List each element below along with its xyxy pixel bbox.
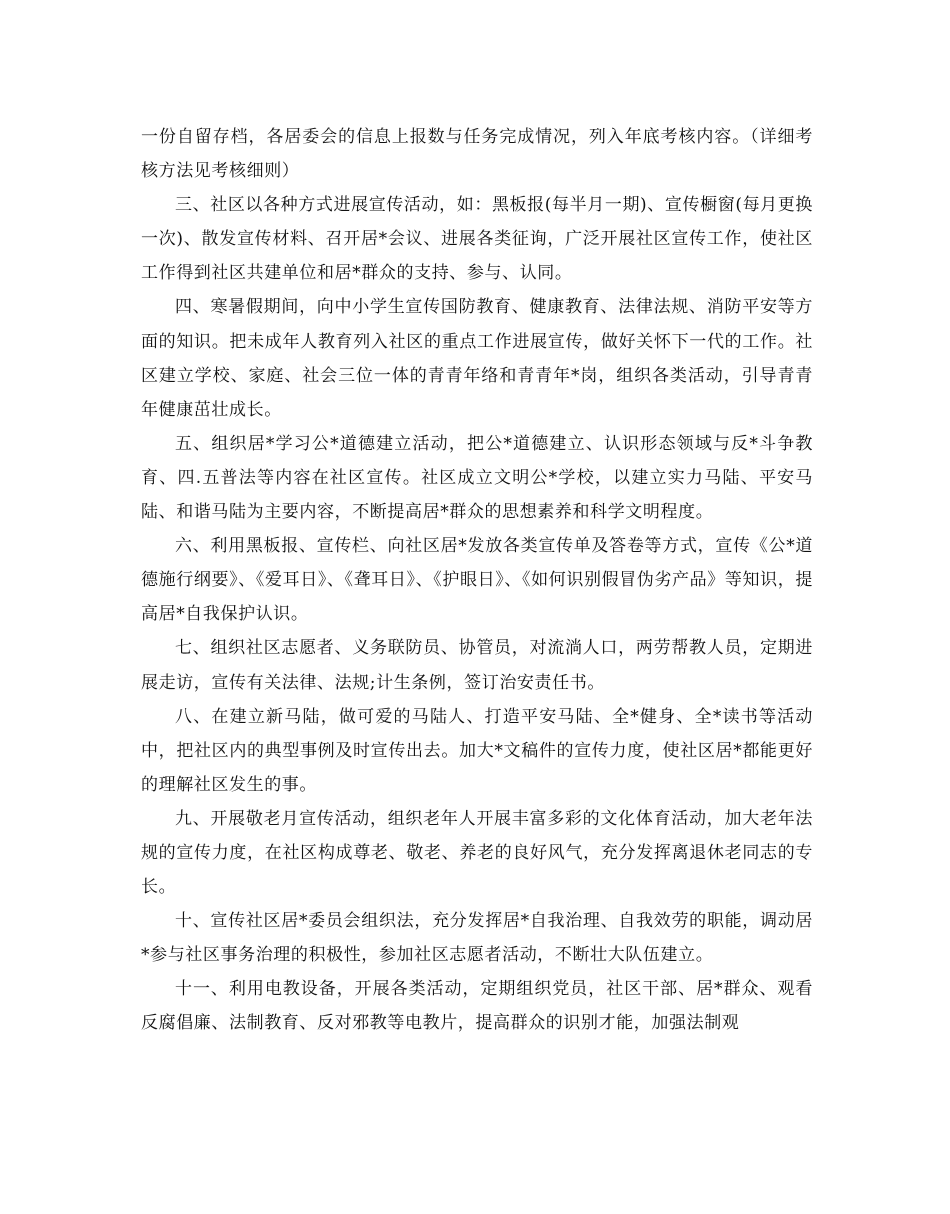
paragraph-continued: 一份自留存档，各居委会的信息上报数与任务完成情况，列入年底考核内容。（详细考核方法见考核细则） [141, 127, 813, 182]
paragraph-4: 四、寒暑假期间，向中小学生宣传国防教育、健康教育、法律法规、消防平安等方面的知识。把未成年人教育列入社区的重点工作进展宣传，做好关怀下一代的工作。社区建立学校、家庭、社会三位一体的青青年络和青青年*岗，组织各类活动，引导青青年健康茁壮成长。 [141, 297, 813, 420]
paragraph-8: 八、在建立新马陆，做可爱的马陆人、打造平安马陆、全*健身、全*读书等活动中，把社区内的典型事例及时宣传出去。加大*文稿件的宣传力度，使社区居*都能更好的理解社区发生的事。 [141, 706, 813, 795]
paragraph-5: 五、组织居*学习公*道德建立活动，把公*道德建立、认识形态领域与反*斗争教育、四.五普法等内容在社区宣传。社区成立文明公*学校，以建立实力马陆、平安马陆、和谐马陆为主要内容，不断提高居*群众的思想素养和科学文明程度。 [141, 433, 813, 523]
paragraph-3: 三、社区以各种方式进展宣传活动，如：黑板报(每半月一期)、宣传橱窗(每月更换一次)、散发宣传材料、召开居*会议、进展各类征询，广泛开展社区宣传工作，使社区工作得到社区共建单位和居*群众的支持、参与、认同。 [141, 195, 813, 284]
document-body [141, 120, 813, 1041]
paragraph-11: 十一、利用电教设备，开展各类活动，定期组织党员，社区干部、居*群众、观看反腐倡廉、法制教育、反对邪教等电教片，提高群众的识别才能，加强法制观 [141, 979, 813, 1034]
paragraph-7: 七、组织社区志愿者、义务联防员、协管员，对流淌人口，两劳帮教人员，定期进展走访，宣传有关法律、法规;计生条例，签订治安责任书。 [141, 638, 813, 693]
paragraph-9: 九、开展敬老月宣传活动，组织老年人开展丰富多彩的文化体育活动，加大老年法规的宣传力度，在社区构成尊老、敬老、养老的良好风气，充分发挥离退休老同志的专长。 [141, 808, 813, 898]
paragraph-6: 六、利用黑板报、宣传栏、向社区居*发放各类宣传单及答卷等方式，宣传《公*道德施行纲要》、《爱耳日》、《聋耳日》、《护眼日》、《如何识别假冒伪劣产品》等知识，提高居*自我保护认识。 [141, 536, 813, 625]
paragraph-10: 十、宣传社区居*委员会组织法，充分发挥居*自我治理、自我效劳的职能，调动居*参与社区事务治理的积极性，参加社区志愿者活动，不断壮大队伍建立。 [141, 911, 813, 966]
